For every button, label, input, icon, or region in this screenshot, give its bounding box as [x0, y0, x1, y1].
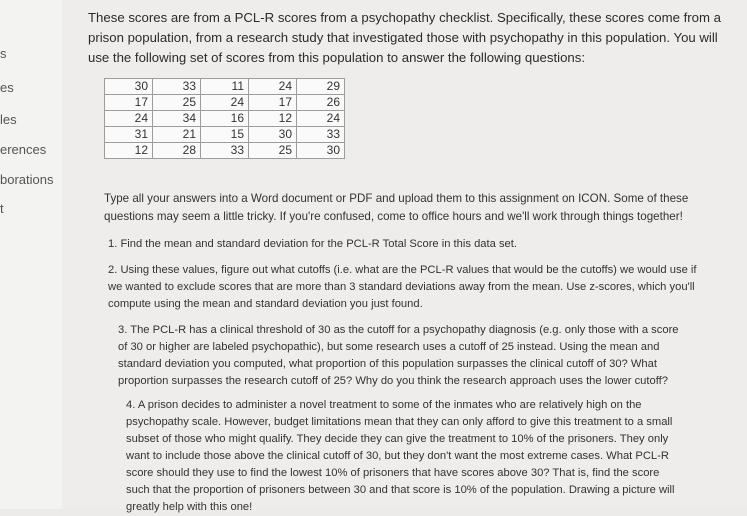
sidebar-item-5[interactable]: borations — [0, 172, 54, 187]
sidebar-item-4[interactable]: erences — [0, 142, 47, 157]
table-cell: 24 — [201, 95, 249, 111]
table-cell: 24 — [297, 111, 345, 127]
left-nav-sidebar — [0, 0, 63, 509]
table-row — [105, 79, 345, 95]
sidebar-item-6[interactable]: t — [0, 201, 4, 216]
instructions-paragraph: Type all your answers into a Word document or PDF and upload them to this assignment on ICON. Some of these questions may seem a little tricky. If you're confused, come to office hours and we'll work through things together! — [104, 192, 689, 223]
table-cell: 26 — [297, 95, 345, 111]
table-cell: 24 — [105, 111, 153, 127]
table-row — [105, 111, 345, 127]
table-cell: 30 — [249, 127, 297, 143]
table-cell: 12 — [105, 143, 153, 159]
intro-paragraph: These scores are from a PCL-R scores from a psychopathy checklist. Specifically, these scores come from a prison population, from a research study that investigated those with psychopathy in this population. You will use the following set of scores from this population to answer the following questions: — [88, 10, 721, 65]
table-cell: 24 — [249, 79, 297, 95]
table-cell: 11 — [201, 79, 249, 95]
table-cell: 33 — [153, 79, 201, 95]
table-row — [105, 127, 345, 143]
question-2: 2. Using these values, figure out what cutoffs (i.e. what are the PCL-R values that would be the cutoffs) we would use if we wanted to exclude scores that are more than 3 standard deviations away from the mean. Use z-scores, which you'll compute using the mean and standard deviation you just found. — [108, 264, 697, 310]
sidebar-item-3[interactable]: les — [0, 112, 17, 127]
question-3: 3. The PCL-R has a clinical threshold of 30 as the cutoff for a psychopathy diagnosis (e.g. only those with a score of 30 or higher are labeled psychopathic), but some research uses a cutoff of 25 instead. Using the mean and standard deviation you computed, what proportion of this population surpasses the clinical cutoff of 30? What proportion surpasses the research cutoff of 25? Why do you think the research approach uses the lower cutoff? — [118, 324, 679, 387]
table-cell: 30 — [105, 79, 153, 95]
table-cell: 17 — [105, 95, 153, 111]
table-cell: 15 — [201, 127, 249, 143]
scores-table — [104, 78, 345, 159]
table-cell: 34 — [153, 111, 201, 127]
table-cell: 17 — [249, 95, 297, 111]
question-1: 1. Find the mean and standard deviation for the PCL-R Total Score in this data set. — [108, 238, 517, 250]
table-cell: 12 — [249, 111, 297, 127]
table-cell: 25 — [153, 95, 201, 111]
table-cell: 31 — [105, 127, 153, 143]
table-cell: 30 — [297, 143, 345, 159]
table-cell: 21 — [153, 127, 201, 143]
sidebar-item-1[interactable]: s — [0, 46, 7, 61]
table-row — [105, 95, 345, 111]
table-cell: 16 — [201, 111, 249, 127]
question-4: 4. A prison decides to administer a novel treatment to some of the inmates who are relatively high on the psychopathy scale. However, budget limitations mean that they can only afford to give this treatment to a small subset of those who might qualify. They decide they can give the treatment to 10% of the prisoners. They only want to include those above the clinical cutoff of 30, but they don't want the most extreme cases. What PCL-R score should they use to find the lowest 10% of prisoners that have scores above 30? That is, find the score such that the proportion of prisoners between 30 and that score is 10% of the population. Drawing a picture will greatly help with this one! — [126, 399, 675, 513]
table-cell: 33 — [201, 143, 249, 159]
assignment-content — [62, 0, 747, 513]
table-row — [105, 143, 345, 159]
table-cell: 28 — [153, 143, 201, 159]
sidebar-item-2[interactable]: es — [0, 80, 14, 95]
table-cell: 25 — [249, 143, 297, 159]
table-cell: 33 — [297, 127, 345, 143]
table-cell: 29 — [297, 79, 345, 95]
